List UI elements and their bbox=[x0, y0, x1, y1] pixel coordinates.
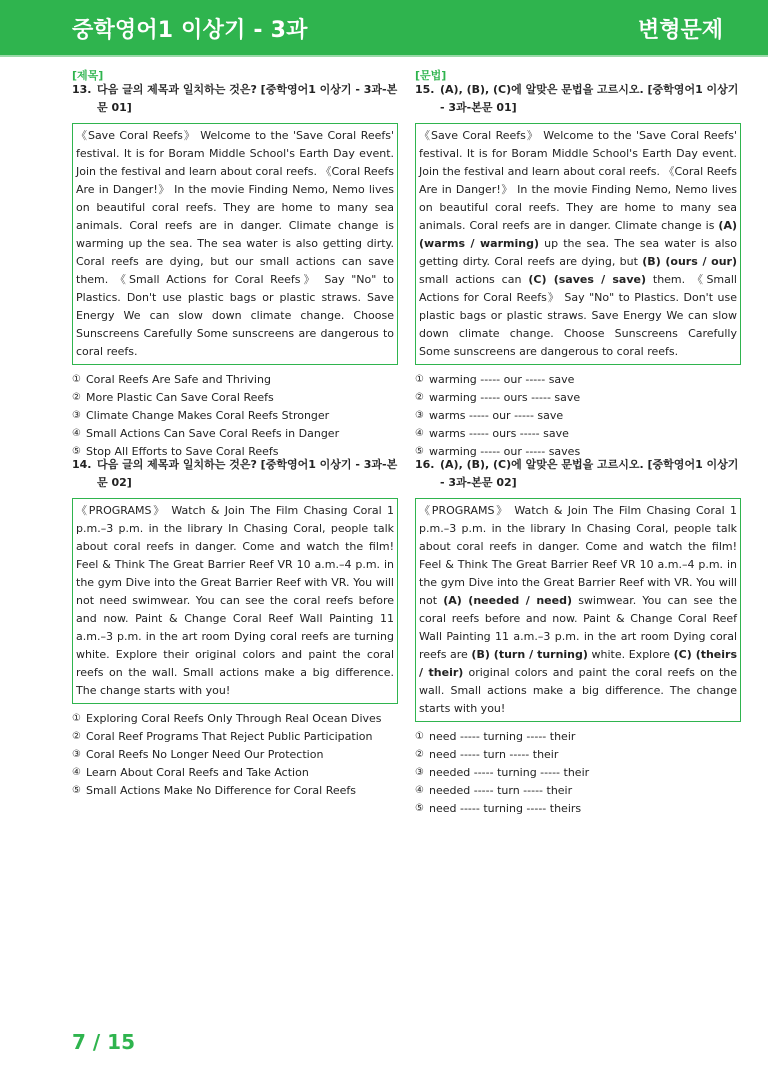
question-text: 다음 글의 제목과 일치하는 것은? [중학영어1 이상기 - 3과-본문 01] bbox=[97, 83, 398, 114]
option-text: Learn About Coral Reefs and Take Action bbox=[86, 766, 309, 779]
passage-box bbox=[415, 123, 741, 365]
passage-text: 《PROGRAMS》 Watch & Join The Film Chasing Coral 1 p.m.–3 p.m. in the library In Chasing Coral, people talk about coral reefs in danger. Come and watch the film! Feel & Think The Great Barrier Reef VR 10 a.m.–4 p.m. in the gym Dive into the Great Barrier Reef with VR. You will not bbox=[419, 504, 737, 607]
option-mark: ① bbox=[415, 731, 424, 742]
passage-text: up the sea. The sea water is also getting dirty. Coral reefs are dying, but bbox=[419, 237, 737, 268]
option-mark: ④ bbox=[72, 767, 81, 778]
option-mark: ① bbox=[72, 713, 81, 724]
option-mark: ① bbox=[415, 374, 424, 385]
option-text: warms ----- our ----- save bbox=[429, 409, 564, 422]
option-text: warming ----- our ----- saves bbox=[429, 445, 581, 458]
passage-text: original colors and paint the coral reefs on the wall. Small actions make a big difference. The change starts with you! bbox=[419, 666, 737, 715]
question-number: 15. bbox=[415, 83, 435, 96]
passage-text: small actions can bbox=[419, 273, 529, 286]
option-text: warms ----- ours ----- save bbox=[429, 427, 569, 440]
page-number: 7 / 15 bbox=[72, 1030, 135, 1054]
passage-box: 《Save Coral Reefs》 Welcome to the 'Save Coral Reefs' festival. It is for Boram Middle School's Earth Day event. Join the festival and learn about coral reefs. 《Coral Reefs Are in Danger!》 In the movie Finding Nemo, Nemo lives on beautiful coral reefs. They are home to many sea animals. Coral reefs are in danger. Climate change is warming up the sea. The sea water is also getting dirty. Coral reefs are dying, but our small actions can save them. 《Small Actions for Coral Reefs》 Say "No" to Plastics. Don't use plastic bags or plastic straws. Save Energy We can slow down climate change. Choose Sunscreens Carefully Some sunscreens are dangerous to coral reefs. bbox=[72, 123, 398, 365]
header-subtitle: 변형문제 bbox=[637, 18, 723, 43]
options-list bbox=[415, 371, 741, 461]
option-mark: ② bbox=[415, 392, 424, 403]
question-stem bbox=[72, 456, 398, 492]
option-item[interactable] bbox=[415, 746, 741, 764]
option-text: Coral Reefs No Longer Need Our Protection bbox=[86, 748, 324, 761]
passage-text: them. 《Small Actions for Coral Reefs》 Say "No" to Plastics. Don't use plastic bags or plastic straws. Save Energy We can slow down climate change. Choose Sunscreens Carefully Some sunscreens are dangerous to coral reefs. bbox=[419, 273, 737, 358]
option-item[interactable] bbox=[72, 407, 398, 425]
passage-text: 《Save Coral Reefs》 Welcome to the 'Save Coral Reefs' festival. It is for Boram Middle School's Earth Day event. Join the festival and learn about coral reefs. 《Coral Reefs Are in Danger!》 In the movie Finding Nemo, Nemo lives on beautiful coral reefs. They are home to many sea animals. Coral reefs are in danger. Climate change is bbox=[419, 129, 737, 232]
option-text: need ----- turning ----- their bbox=[429, 730, 576, 743]
option-item[interactable] bbox=[72, 782, 398, 800]
option-text: Small Actions Make No Difference for Coral Reefs bbox=[86, 784, 356, 797]
option-mark: ⑤ bbox=[72, 785, 81, 796]
option-mark: ④ bbox=[415, 785, 424, 796]
option-mark: ⑤ bbox=[72, 446, 81, 457]
option-mark: ① bbox=[72, 374, 81, 385]
option-mark: ③ bbox=[415, 767, 424, 778]
blank-c: (C) (theirs / their) bbox=[419, 648, 738, 679]
option-item[interactable] bbox=[415, 425, 741, 443]
option-text: More Plastic Can Save Coral Reefs bbox=[86, 391, 274, 404]
option-item[interactable] bbox=[415, 371, 741, 389]
option-text: need ----- turning ----- theirs bbox=[429, 802, 582, 815]
option-mark: ⑤ bbox=[415, 803, 424, 814]
option-item[interactable] bbox=[415, 800, 741, 818]
passage-box bbox=[415, 498, 741, 722]
option-mark: ⑤ bbox=[415, 446, 424, 457]
option-mark: ② bbox=[72, 392, 81, 403]
option-item[interactable] bbox=[415, 764, 741, 782]
option-text: need ----- turn ----- their bbox=[429, 748, 559, 761]
section-tag: [문법] bbox=[415, 69, 447, 82]
question-14 bbox=[72, 456, 398, 800]
option-text: warming ----- ours ----- save bbox=[429, 391, 581, 404]
options-list bbox=[415, 728, 741, 818]
blank-b: (B) (ours / our) bbox=[642, 255, 737, 268]
question-stem bbox=[72, 81, 398, 117]
header-divider bbox=[0, 55, 768, 57]
option-text: Small Actions Can Save Coral Reefs in Danger bbox=[86, 427, 340, 440]
option-item[interactable] bbox=[72, 371, 398, 389]
option-mark: ③ bbox=[72, 410, 81, 421]
question-text: 다음 글의 제목과 일치하는 것은? [중학영어1 이상기 - 3과-본문 02] bbox=[97, 458, 398, 489]
option-text: needed ----- turn ----- their bbox=[429, 784, 573, 797]
option-item[interactable] bbox=[72, 710, 398, 728]
question-number: 16. bbox=[415, 458, 435, 471]
page-header bbox=[0, 0, 768, 57]
option-item[interactable] bbox=[415, 389, 741, 407]
option-mark: ③ bbox=[415, 410, 424, 421]
blank-a: (A) (warms / warming) bbox=[419, 219, 737, 250]
option-mark: ④ bbox=[415, 428, 424, 439]
option-text: Coral Reef Programs That Reject Public Participation bbox=[86, 730, 373, 743]
option-mark: ② bbox=[72, 731, 81, 742]
question-stem bbox=[415, 81, 741, 117]
option-item[interactable] bbox=[415, 782, 741, 800]
question-13 bbox=[72, 67, 398, 461]
option-mark: ② bbox=[415, 749, 424, 760]
option-item[interactable] bbox=[72, 764, 398, 782]
question-text: (A), (B), (C)에 알맞은 문법을 고르시오. [중학영어1 이상기 - 3과-본문 02] bbox=[440, 458, 739, 489]
option-item[interactable] bbox=[72, 389, 398, 407]
passage-text: swimwear. You can see the coral reefs before and now. Paint & Change Coral Reef Wall Painting 11 a.m.–3 p.m. in the art room Dying coral reefs are bbox=[419, 594, 737, 661]
option-mark: ③ bbox=[72, 749, 81, 760]
options-list bbox=[72, 710, 398, 800]
option-text: Exploring Coral Reefs Only Through Real Ocean Dives bbox=[86, 712, 382, 725]
option-text: Climate Change Makes Coral Reefs Stronger bbox=[86, 409, 330, 422]
option-text: Coral Reefs Are Safe and Thriving bbox=[86, 373, 271, 386]
question-16 bbox=[415, 456, 741, 818]
option-item[interactable] bbox=[415, 407, 741, 425]
question-number: 13. bbox=[72, 83, 92, 96]
option-text: needed ----- turning ----- their bbox=[429, 766, 590, 779]
blank-b: (B) (turn / turning) bbox=[471, 648, 588, 661]
option-item[interactable] bbox=[72, 425, 398, 443]
header-title: 중학영어1 이상기 - 3과 bbox=[72, 18, 308, 43]
option-mark: ④ bbox=[72, 428, 81, 439]
option-item[interactable] bbox=[72, 746, 398, 764]
option-item[interactable] bbox=[72, 728, 398, 746]
passage-text: white. Explore bbox=[587, 648, 674, 661]
question-text: (A), (B), (C)에 알맞은 문법을 고르시오. [중학영어1 이상기 - 3과-본문 01] bbox=[440, 83, 739, 114]
section-tag: [제목] bbox=[72, 69, 104, 82]
blank-a: (A) (needed / need) bbox=[443, 594, 572, 607]
options-list bbox=[72, 371, 398, 461]
option-text: warming ----- our ----- save bbox=[429, 373, 575, 386]
question-15 bbox=[415, 67, 741, 461]
option-item[interactable] bbox=[415, 728, 741, 746]
option-text: Stop All Efforts to Save Coral Reefs bbox=[86, 445, 279, 458]
blank-c: (C) (saves / save) bbox=[528, 273, 646, 286]
question-number: 14. bbox=[72, 458, 92, 471]
passage-box: 《PROGRAMS》 Watch & Join The Film Chasing Coral 1 p.m.–3 p.m. in the library In Chasing Coral, people talk about coral reefs in danger. Come and watch the film! Feel & Think The Great Barrier Reef VR 10 a.m.–4 p.m. in the gym Dive into the Great Barrier Reef with VR. You will not need swimwear. You can see the coral reefs before and now. Paint & Change Coral Reef Wall Painting 11 a.m.–3 p.m. in the art room Dying coral reefs are turning white. Explore their original colors and paint the coral reefs on the wall. Small actions make a big difference. The change starts with you! bbox=[72, 498, 398, 704]
question-stem bbox=[415, 456, 741, 492]
